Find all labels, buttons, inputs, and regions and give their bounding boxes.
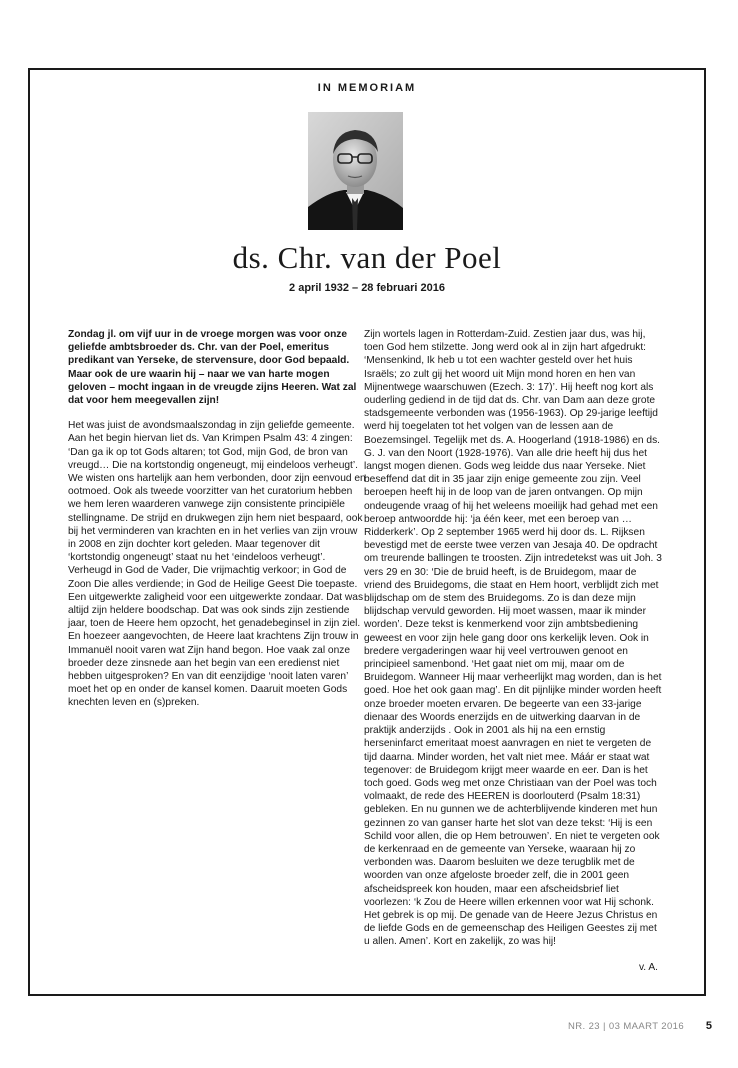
article-intro: Zondag jl. om vijf uur in de vroege morgen was voor onze geliefde ambtsbroeder ds. Chr. van der Poel, emeritus predikant van Yerseke, de stervensure, door God bepaald. Maar ook de ure waarin hij – naar we van harte mogen geloven – mocht ingaan in de vreugde zijns Heeren. Wat zal dat voor hem meegevallen zijn!: [68, 329, 357, 407]
deceased-name: ds. Chr. van der Poel: [232, 240, 502, 275]
article-column-right: [364, 328, 664, 974]
article-paragraph-2: Zijn wortels lagen in Rotterdam-Zuid. Zestien jaar dus, was hij, toen God hem stilzette. Jong werd ook al in zijn hart afgedrukt: ‘Mensenkind, Ik heb u tot een wachter gesteld over het huis Israëls; zo zult gij het woord uit Mijn mond horen en hen van Mijnentwege waarschuwen (Ezech. 3: 17)’. Hij heeft nog kort als ouderling gediend in de tijd dat ds. Chr. van Dam aan deze grote stadsgemeente verbonden was (1956-1963). Op 29-jarige leeftijd werd hij toegelaten tot het volgen van de lessen aan de Boezemsingel. Tegelijk met ds. A. Hoogerland (1918-1986) en ds. G. J. van den Noort (1928-1976). Van alle drie heeft hij dus het langst mogen dienen. Gods weg leidde dus naar Yerseke. Niet beseffend dat dit in 35 jaar zijn enige gemeente zou zijn. Veel beroepen heeft hij in de loop van de jaren ontvangen. Op mijn ondeugende vraag of hij het weleens moeilijk had gehad met een beroep antwoordde hij: ‘ja één keer, met een beroep van …Ridderkerk’. Op 2 september 1965 werd hij door ds. L. Rijksen bevestigd met de eerste twee verzen van Jesaja 40. De opdracht om treurende ballingen te troosten. Zijn intredetekst was uit Joh. 3 vers 29 en 30: ‘Die de bruid heeft, is de Bruidegom, maar de vriend des Bruidegoms, die staat en Hem hoort, verblijdt zich met blijdschap om de stem des Bruidegoms. Zo is dan deze mijn blijdschap vervuld geworden. Hij moet wassen, maar ik minder worden’. Deze tekst is kenmerkend voor zijn ambtsbediening geweest en voor zijn hele gang door ons kerkelijk leven. Ook in bredere vergaderingen waar hij veel vertrouwen genoot en principieel samenbond. ‘Het gaat niet om mij, maar om de Bruidegom. Wanneer Hij maar verheerlijkt mag worden, dan is het goed. Hoe het ook gaan mag’. En dit pijnlijke minder worden heeft onze broeder moeten ervaren. De begeerte van een 33-jarige dienaar des Woords enerzijds en de uitwerking daarvan in de praktijk anderzijds . Ook in 2001 als hij na een ernstig herseninfarct emeritaat moest aanvragen en niet te vergeten de tijd daarna. Minder worden, het valt niet mee. Máár er staat wat tegenover: de Bruidegom krijgt meer waarde en eer. Dan is het toch goed. Gods weg met onze Christiaan van der Poel was toch volmaakt, de rede des HEEREN is doorlouterd (Psalm 18:31) gebleken. En nu gunnen we de achterblijvende kinderen met hun gezinnen zo van ganser harte het slot van deze tekst: ‘Hij is een Schild voor allen, die op Hem betrouwen’. En niet te vergeten ook de kerkenraad en de gemeente van Yerseke, waaraan hij zo verbonden was. Daarom besluiten we deze terugblik met de woorden van onze afgeloste broeder zelf, die in 2001 geen afscheidspreek kon houden, maar een afscheidsbrief liet voorlezen: ‘k Zou de Heere willen erkennen voor wat Hij schonk. Het gebrek is op mij. De genade van de Heere Jezus Christus en de liefde Gods en de gemeenschap des Heiligen Geestes zij met u allen. Amen’. Kort en zakelijk, zo was hij!: [364, 329, 662, 948]
page-number: 5: [705, 1020, 712, 1032]
issue-footer: NR. 23 | 03 MAART 2016: [568, 1021, 684, 1032]
author-signature: v. A.: [638, 961, 658, 973]
article-column-left: [68, 328, 368, 722]
article-frame: [28, 68, 706, 996]
life-dates: 2 april 1932 – 28 februari 2016: [289, 282, 445, 294]
section-kicker: IN MEMORIAM: [317, 82, 417, 94]
article-paragraph-1: Het was juist de avondsmaalszondag in zijn geliefde gemeente. Aan het begin hiervan liet ds. Van Krimpen Psalm 43: 4 zingen: ‘Dan ga ik op tot Gods altaren; tot God, mijn God, de bron van vreugd… Die na kortstondig ongeneugt, mij eindeloos verheugt’. We wisten ons hartelijk aan hem verbonden, door zijn eenvoud en ootmoed. Ook als tweede voorzitter van het curatorium hebben we hem leren waarderen vanwege zijn consistente principiële stellingname. De strijd en drukwegen zijn hem niet bespaard, ook bij het verminderen van krachten en in het verlies van zijn vrouw in 2008 en zijn dochter kort geleden. Maar tegenover dit ‘kortstondig ongeneugt’ staat nu het ‘eindeloos verheugt’. Verheugd in God de Vader, Die vrijmachtig verkoor; in God de Zoon Die alles verdiende; in God de Heilige Geest Die toepaste. Een uitgewerkte zaligheid voor een uitgewerkte zondaar. Dat was altijd zijn heldere boodschap. Dat was ook sinds zijn zestiende jaar, toen de Heere hem opzocht, het genadebeginsel in zijn ziel. En hoezeer aangevochten, de Heere laat krachtens Zijn trouw in Immanuël nooit varen wat Zijn hand begon. Hoe vaak zal onze broeder deze zinsnede aan het begin van een eredienst niet hebben uitgesproken? En van dit eenzijdige ‘nooit laten varen’ moet het op en onder de kansel komen. Daaruit moeten Gods knechten leven en (s)preken.: [68, 420, 366, 709]
portrait-photo: [308, 112, 403, 230]
